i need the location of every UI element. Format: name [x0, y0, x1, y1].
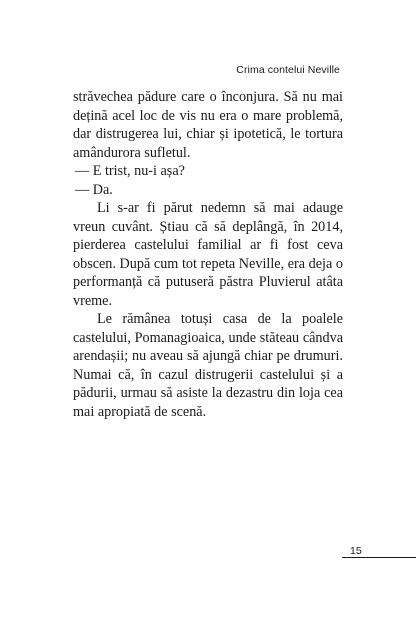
- page-number: 15: [350, 545, 362, 557]
- paragraph-house: Le rămânea totuși casa de la poalele castelului, Pomanagioaica, unde stăteau cândva arendașii; nu aveau să ajungă chiar pe drumuri. Numai că, în cazul distrugerii castelului și a pădurii, urmau să asiste la dezastru din loja cea mai apropiată de scenă.: [73, 311, 343, 420]
- running-head-title: Crima contelui Neville: [236, 64, 340, 76]
- paragraph-continued: străvechea pădure care o înconjura. Să nu mai dețină acel loc de vis nu era o mare problemă, dar distrugerea lui, chiar și ipotetică, le tortura amândurora sufletul.: [73, 89, 343, 161]
- dialogue-line-answer: — Da.: [75, 181, 113, 198]
- paragraph-castle-loss: Li s-ar fi părut nedemn să mai adauge vreun cuvânt. Știau că să deplângă, în 2014, pierderea castelului familial ar fi fost ceva obscen. După cum tot repeta Neville, era deja o performanță că putuseră păstra Pluvierul atâta vreme.: [73, 200, 343, 309]
- body-text: [73, 88, 343, 421]
- dialogue-line-question: — E trist, nu-i așa?: [75, 163, 185, 179]
- footer-rule: [342, 557, 416, 558]
